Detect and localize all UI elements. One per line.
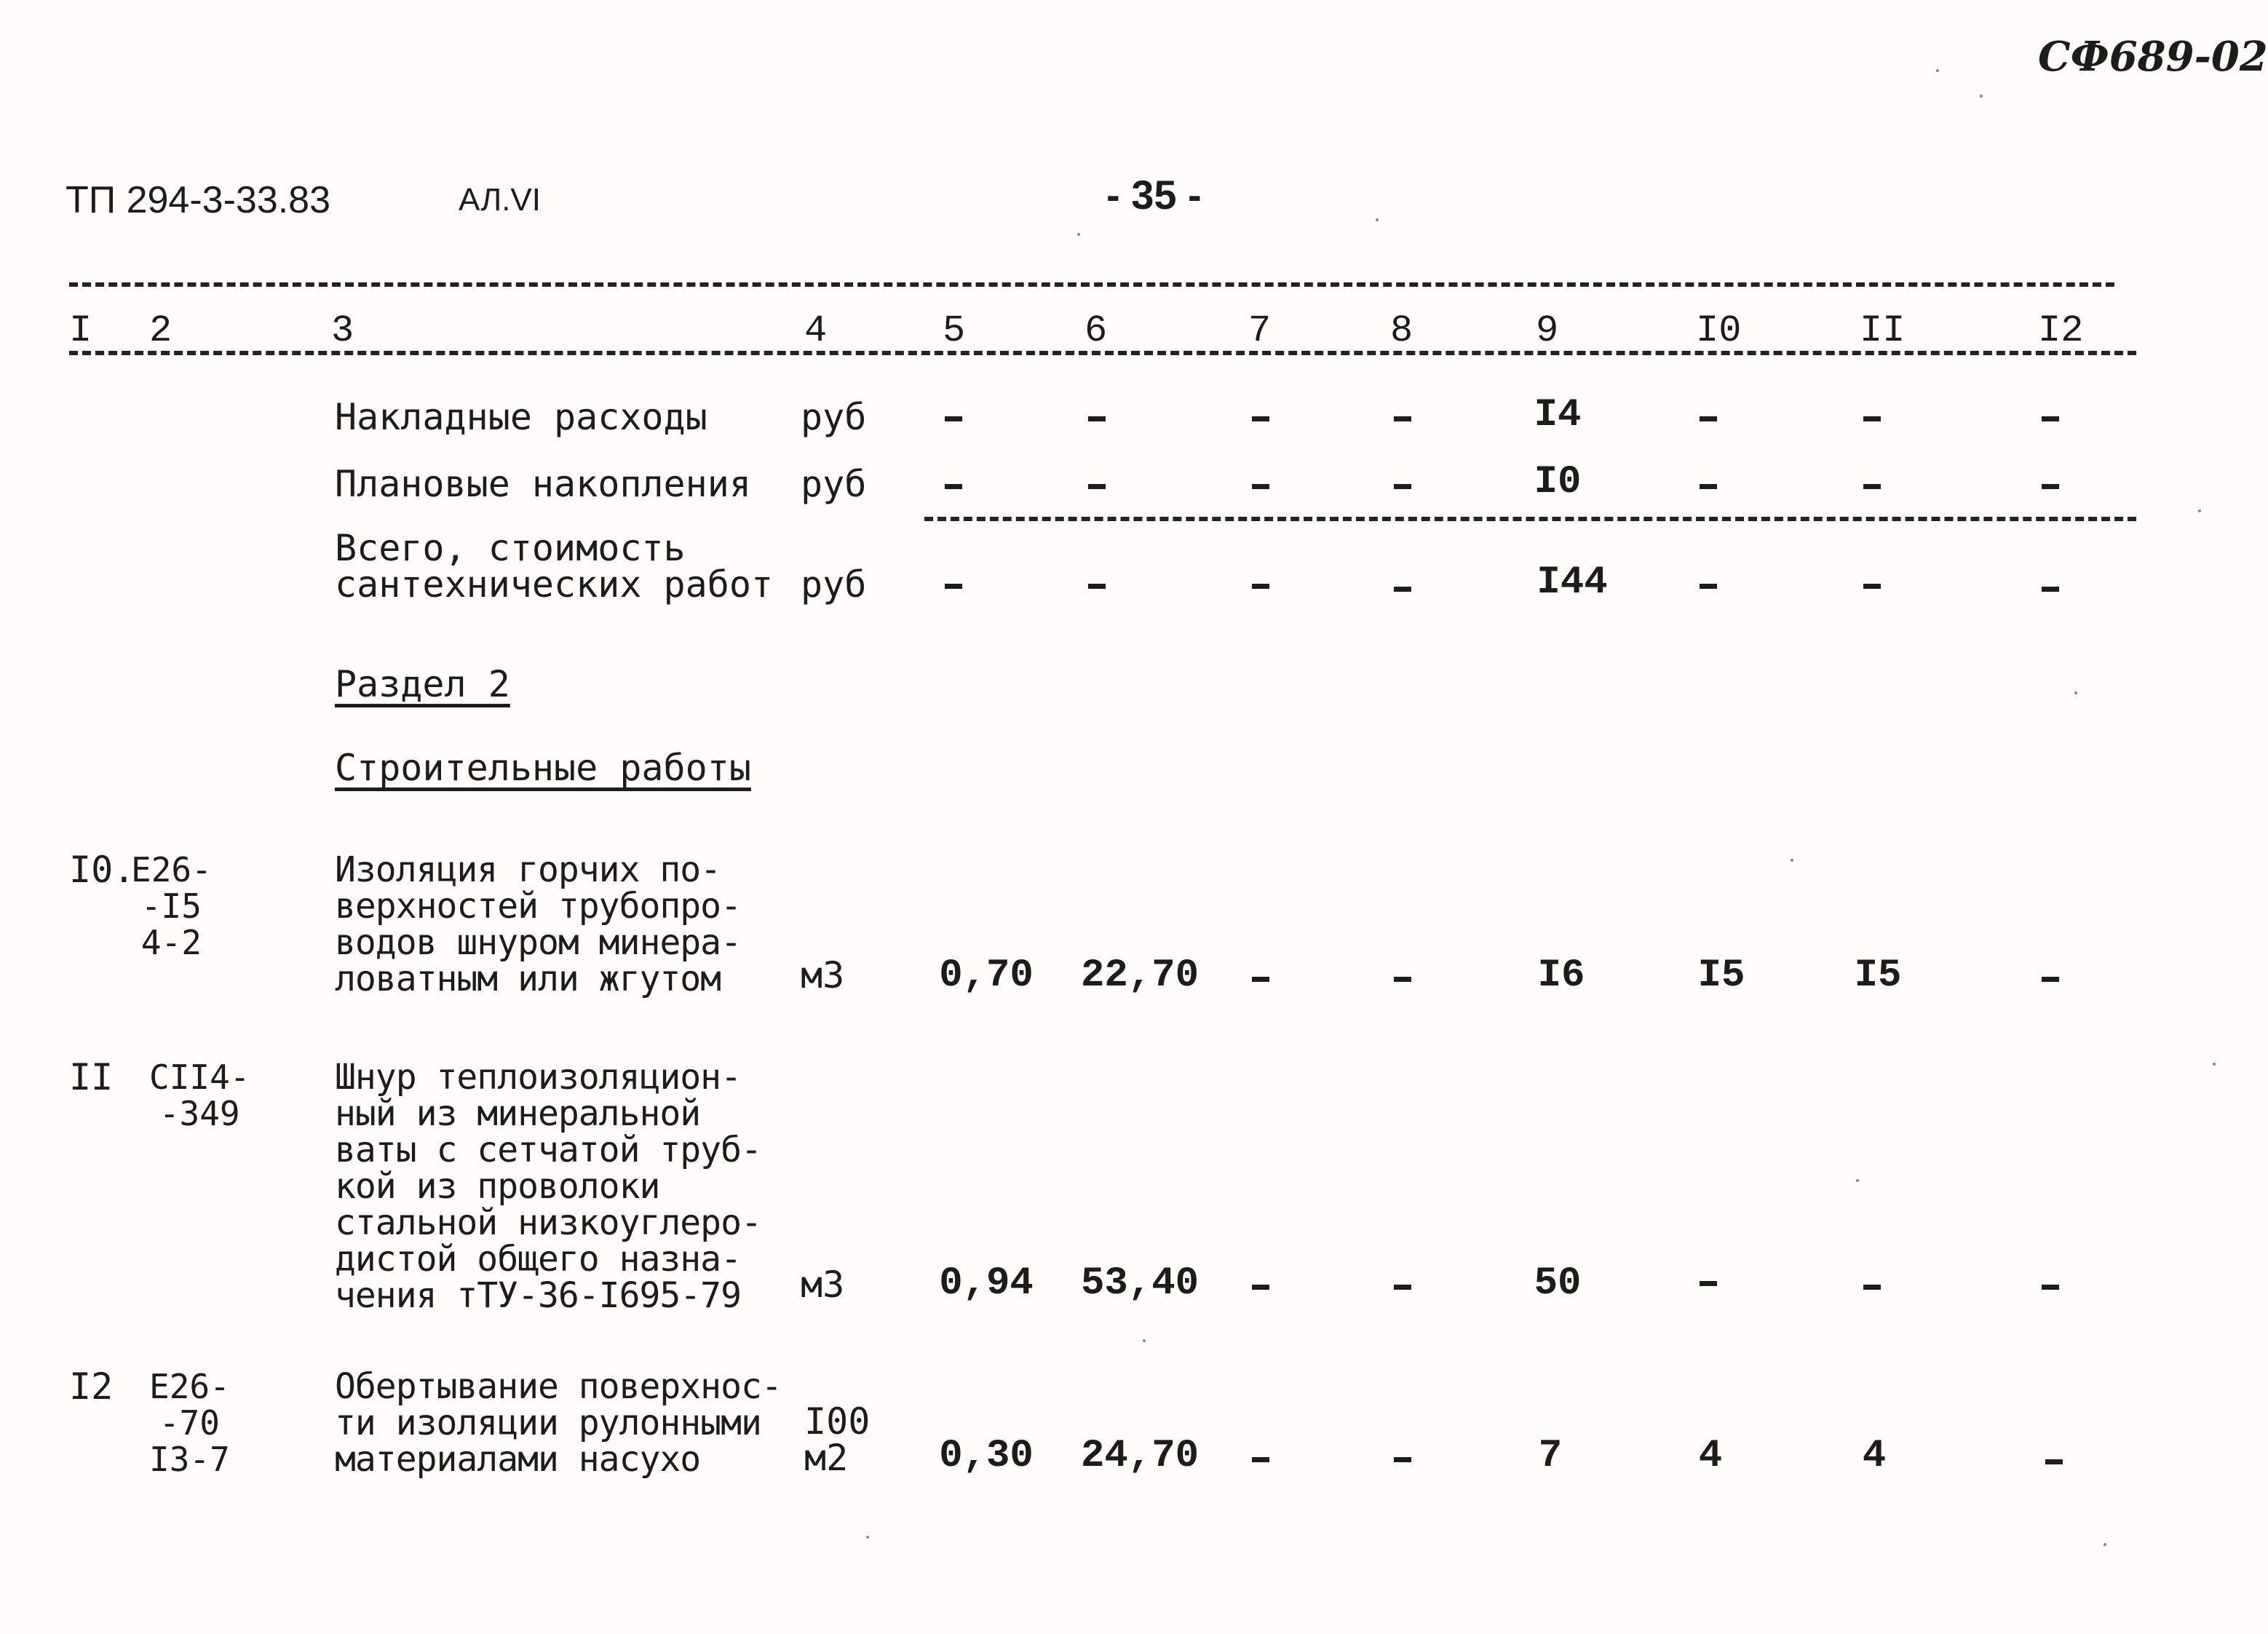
cell-col9: 50 — [1534, 1261, 1582, 1306]
scan-speck — [866, 1536, 869, 1539]
col-header-8: 8 — [1390, 309, 1413, 352]
cell-col6: 53,40 — [1081, 1261, 1200, 1306]
col-header-5: 5 — [943, 309, 966, 352]
summary-label-line1: Всего, стоимость — [335, 527, 686, 569]
item-code: Е26- -70 I3-7 — [149, 1367, 230, 1479]
cell-col11: 4 — [1862, 1434, 1887, 1478]
item-unit: м3 — [801, 954, 845, 996]
cell-dash — [1394, 1457, 1411, 1462]
scan-speck — [1143, 1339, 1146, 1342]
col-header-4: 4 — [804, 309, 828, 352]
top-rule — [69, 282, 2114, 287]
cell-col5: 0,94 — [939, 1261, 1034, 1306]
cell-col9: I6 — [1537, 953, 1585, 998]
cell-dash — [1394, 587, 1411, 592]
cell-col10: I5 — [1697, 953, 1745, 998]
cell-col6: 24,70 — [1081, 1434, 1200, 1478]
archive-stamp: СФ689-02 — [2038, 33, 2268, 81]
cell-dash — [1394, 1285, 1411, 1290]
col-header-11: II — [1860, 309, 1906, 352]
scan-speck — [2074, 691, 2077, 694]
item-description: Шнур теплоизоляцион- ный из минеральной ваты с сетчатой труб- кой из проволоки стальной низкоуглеро- дистой общего назна- чения тТУ-36-I695-79 — [335, 1057, 761, 1316]
item-description: Изоляция горчих по- верхностей трубопро- водов шнуром минера- ловатным или жгутом — [335, 849, 741, 999]
cell-dash — [1863, 484, 1881, 489]
cell-dash — [945, 584, 962, 589]
page-number: - 35 - — [1106, 172, 1202, 218]
section-title: Раздел 2 — [335, 663, 510, 705]
summary-label-line2: сантехнических работ — [335, 563, 774, 606]
item-unit: м3 — [801, 1264, 845, 1306]
cell-col5: 0,30 — [939, 1434, 1034, 1478]
scan-speck — [1077, 233, 1080, 236]
col-header-2: 2 — [149, 309, 173, 352]
document-code: ТП 294-3-33.83 — [66, 179, 331, 221]
cell-col9: I4 — [1534, 393, 1582, 437]
cell-dash — [2042, 977, 2059, 982]
item-code: Е26- -I5 4-2 — [131, 850, 212, 962]
item-description: Обертывание поверхнос- ти изоляции рулонными материалами насухо — [335, 1366, 782, 1480]
summary-label: Накладные расходы — [335, 396, 707, 438]
item-number: I2 — [69, 1365, 114, 1408]
col-header-12: I2 — [2038, 309, 2084, 352]
cell-dash — [1394, 977, 1411, 982]
cell-dash — [1252, 584, 1269, 589]
cell-col10: 4 — [1698, 1434, 1723, 1478]
cell-dash — [1252, 1285, 1269, 1290]
col-header-6: 6 — [1085, 309, 1108, 352]
cell-col9: I0 — [1534, 460, 1582, 504]
item-number: II — [69, 1056, 114, 1098]
cell-dash — [2042, 1285, 2059, 1290]
cell-dash — [1252, 1457, 1269, 1462]
cell-dash — [1700, 484, 1717, 489]
header-rule — [69, 351, 2136, 355]
subtotal-rule — [924, 517, 2136, 521]
cell-col5: 0,70 — [939, 953, 1034, 998]
cell-dash — [1863, 1285, 1881, 1290]
cell-col9: 7 — [1538, 1434, 1563, 1478]
cell-dash — [1252, 977, 1269, 982]
cell-dash — [1394, 416, 1411, 421]
cell-dash — [2042, 416, 2059, 421]
summary-unit: руб — [801, 563, 867, 606]
cell-dash — [945, 416, 962, 421]
cell-dash — [2042, 484, 2059, 489]
cell-dash — [1700, 1281, 1717, 1286]
scan-speck — [1936, 69, 1939, 72]
scan-speck — [1980, 95, 1983, 98]
scan-speck — [1376, 218, 1379, 221]
cell-col6: 22,70 — [1081, 953, 1200, 998]
cell-dash — [945, 484, 962, 489]
cell-dash — [2045, 1459, 2063, 1464]
cell-dash — [1863, 584, 1881, 589]
scan-speck — [2104, 1543, 2106, 1546]
cell-col9: I44 — [1537, 560, 1608, 605]
summary-label: Плановые накопления — [335, 463, 751, 505]
cell-dash — [1394, 484, 1411, 489]
col-header-1: I — [69, 309, 92, 352]
cell-dash — [2042, 587, 2059, 592]
cell-dash — [1700, 416, 1717, 421]
cell-dash — [1252, 416, 1269, 421]
section-subtitle: Строительные работы — [335, 747, 751, 789]
album-code: АЛ.VI — [459, 182, 541, 218]
cell-col11: I5 — [1854, 953, 1902, 998]
cell-dash — [1252, 484, 1269, 489]
item-number: I0. — [69, 849, 135, 891]
cell-dash — [1088, 584, 1106, 589]
cell-dash — [1088, 416, 1106, 421]
cell-dash — [1088, 484, 1106, 489]
col-header-9: 9 — [1536, 309, 1559, 352]
col-header-3: 3 — [331, 309, 354, 352]
cell-dash — [1700, 584, 1717, 589]
item-code: СII4- -349 — [149, 1058, 250, 1133]
scan-speck — [1791, 859, 1793, 862]
col-header-10: I0 — [1696, 309, 1742, 352]
scan-speck — [1856, 1179, 1859, 1182]
cell-dash — [1863, 416, 1881, 421]
item-unit: I00 м2 — [804, 1400, 871, 1479]
scan-speck — [2213, 1063, 2216, 1066]
summary-unit: руб — [801, 463, 867, 505]
summary-unit: руб — [801, 396, 867, 438]
col-header-7: 7 — [1248, 309, 1272, 352]
scan-speck — [2198, 509, 2201, 512]
